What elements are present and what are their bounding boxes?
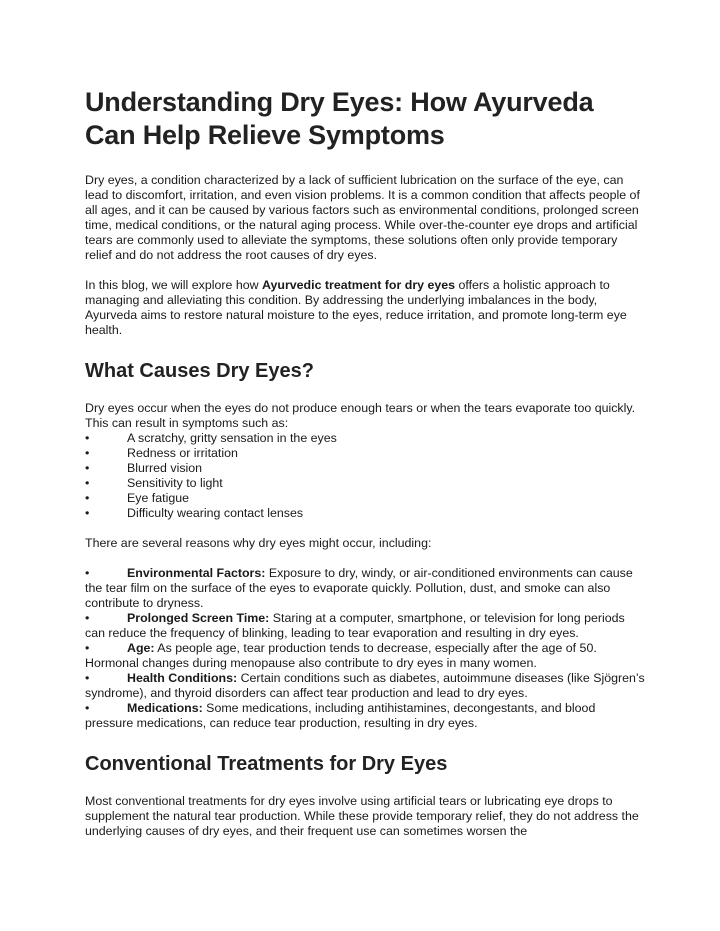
- symptoms-list: [85, 431, 645, 521]
- reason-item: • Health Conditions: Certain conditions such as diabetes, autoimmune diseases (like Sjögren’s syndrome), and thyroid disorders can affect tear production and lead to dry eyes.: [85, 671, 645, 700]
- list-item: • Difficulty wearing contact lenses: [85, 506, 304, 520]
- bullet: •: [85, 476, 90, 490]
- blog-intro-paragraph: [85, 278, 645, 338]
- bullet: •: [85, 611, 90, 625]
- reasons-intro: There are several reasons why dry eyes might occur, including:: [85, 536, 432, 550]
- bullet: •: [85, 506, 90, 520]
- reason-item: • Environmental Factors: Exposure to dry, windy, or air-conditioned environments can cause the tear film on the surface of the eyes to evaporate quickly. Pollution, dust, and smoke can also contribute to dryness.: [85, 566, 633, 610]
- reason-item: • Medications: Some medications, including antihistamines, decongestants, and blood pressure medications, can reduce tear production, resulting in dry eyes.: [85, 701, 596, 730]
- list-item: • Blurred vision: [85, 461, 203, 475]
- treatments-heading: Conventional Treatments for Dry Eyes: [85, 753, 448, 775]
- bullet: •: [85, 491, 90, 505]
- document-page: [85, 86, 645, 839]
- causes-heading: What Causes Dry Eyes?: [85, 360, 314, 382]
- article-title: Understanding Dry Eyes: How Ayurveda Can Help Relieve Symptoms: [85, 87, 594, 150]
- list-item: • Eye fatigue: [85, 491, 189, 505]
- reason-item: • Age: As people age, tear production tends to decrease, especially after the age of 50. Hormonal changes during menopause also contribute to dry eyes in many women.: [85, 641, 597, 670]
- reasons-list: [85, 566, 645, 731]
- bullet: •: [85, 641, 90, 655]
- causes-intro: Dry eyes occur when the eyes do not produce enough tears or when the tears evaporate too quickly. This can result in symptoms such as:: [85, 401, 636, 430]
- intro-paragraph: Dry eyes, a condition characterized by a lack of sufficient lubrication on the surface of the eye, can lead to discomfort, irritation, and even vision problems. It is a common condition that affects people of all ages, and it can be caused by various factors such as environmental conditions, prolonged screen time, medical conditions, or the natural aging process. While over-the-counter eye drops and artificial tears are commonly used to alleviate the symptoms, these solutions often only provide temporary relief and do not address the root causes of dry eyes.: [85, 173, 640, 262]
- ayurvedic-treatment-link-text: Ayurvedic treatment for dry eyes: [262, 278, 456, 292]
- list-item: • Sensitivity to light: [85, 476, 223, 490]
- blog-intro-after: offers a holistic approach to managing and alleviating this condition. By addressing the underlying imbalances in the body, Ayurveda aims to restore natural moisture to the eyes, reduce irritation, and promote long-term eye health.: [85, 278, 627, 337]
- reason-item: • Prolonged Screen Time: Staring at a computer, smartphone, or television for long periods can reduce the frequency of blinking, leading to tear evaporation and resulting in dry eyes.: [85, 611, 625, 640]
- bullet: •: [85, 671, 90, 685]
- bullet: •: [85, 566, 90, 580]
- bullet: •: [85, 461, 90, 475]
- list-item: • A scratchy, gritty sensation in the eyes: [85, 431, 337, 445]
- bullet: •: [85, 701, 90, 715]
- list-item: • Redness or irritation: [85, 446, 238, 460]
- blog-intro-before: In this blog, we will explore how: [85, 278, 262, 292]
- bullet: •: [85, 446, 90, 460]
- bullet: •: [85, 431, 90, 445]
- treatments-body: Most conventional treatments for dry eyes involve using artificial tears or lubricating eye drops to supplement the natural tear production. While these provide temporary relief, they do not address the underlying causes of dry eyes, and their frequent use can sometimes worsen the: [85, 794, 639, 838]
